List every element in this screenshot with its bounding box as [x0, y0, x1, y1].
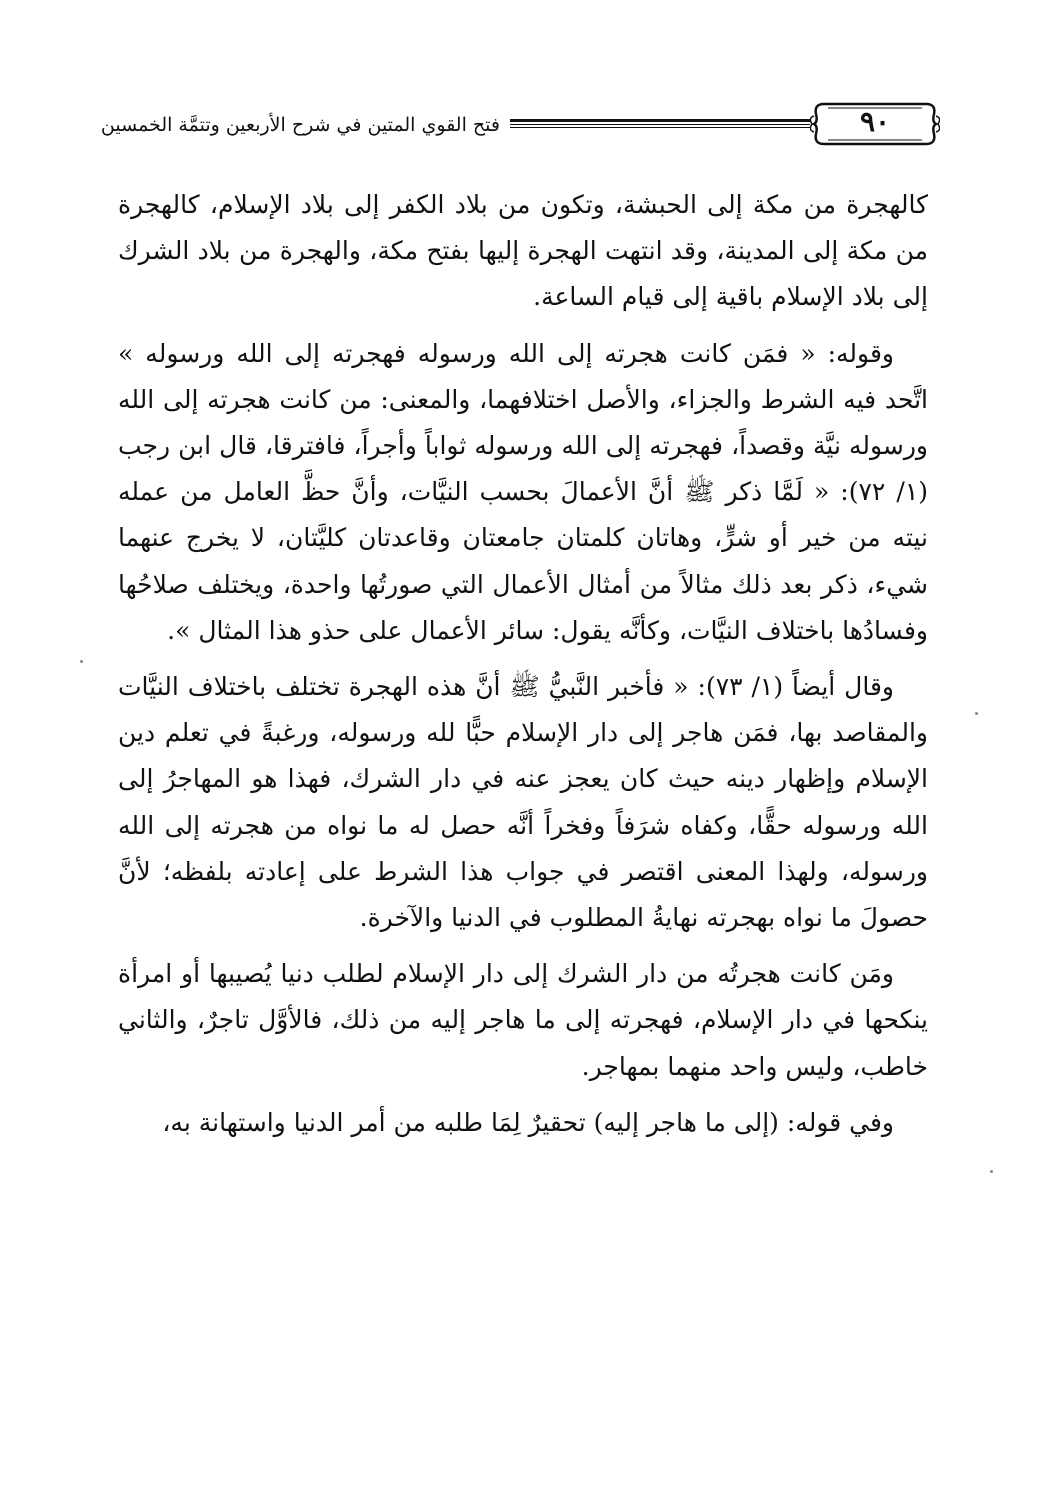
paragraph-1: كالهجرة من مكة إلى الحبشة، وتكون من بلاد الكفر إلى بلاد الإسلام، كالهجرة من مكة إلى المدينة، وقد انتهت الهجرة إليها بفتح مكة، والهجرة من بلاد الشرك إلى بلاد الإسلام باقية إلى قيام الساعة.	[118, 190, 928, 312]
book-title: فتح القوي المتين في شرح الأربعين وتتمَّة الخمسين	[100, 114, 500, 136]
scan-speck	[975, 712, 978, 715]
paragraph-5: وفي قوله: (إلى ما هاجر إليه) تحقيرٌ لِمَا طلبه من أمر الدنيا واستهانة به،	[162, 1107, 894, 1137]
paragraph-2: وقوله: « فمَن كانت هجرته إلى الله ورسوله فهجرته إلى الله ورسوله » اتَّحد فيه الشرط والجزاء، والأصل اختلافهما، والمعنى: من كانت هجرته إلى الله ورسوله نيَّة وقصداً، فهجرته إلى الله ورسوله ثواباً وأجراً، فافترقا، قال ابن رجب (١/ ٧٢): « لَمَّا ذكر ﷺ أنَّ الأعمالَ بحسب النيَّات، وأنَّ حظَّ العامل من عمله نيته من خير أو شرٍّ، وهاتان كلمتان جامعتان وقاعدتان كليَّتان، لا يخرج عنهما شيء، ذكر بعد ذلك مثالاً من أمثال الأعمال التي صورتُها واحدة، ويختلف صلاحُها وفسادُها باختلاف النيَّات، وكأنَّه يقول: سائر الأعمال على حذو هذا المثال ».	[118, 338, 929, 645]
running-header	[100, 96, 930, 158]
paragraph-3: وقال أيضاً (١/ ٧٣): « فأخبر النَّبيُّ ﷺ أنَّ هذه الهجرة تختلف باختلاف النيَّات والمقاصد بها، فمَن هاجر إلى دار الإسلام حبًّا لله ورسوله، ورغبةً في تعلم دين الإسلام وإظهار دينه حيث كان يعجز عنه في دار الشرك، فهذا هو المهاجرُ إلى الله ورسوله حقًّا، وكفاه شرَفاً وفخراً أنَّه حصل له ما نواه من هجرته إلى الله ورسوله، ولهذا المعنى اقتصر في جواب هذا الشرط على إعادته بلفظه؛ لأنَّ حصولَ ما نواه بهجرته نهايةُ المطلوب في الدنيا والآخرة.	[118, 672, 928, 933]
page-number-frame	[810, 96, 940, 152]
scan-speck	[990, 1170, 993, 1173]
header-rule	[510, 119, 810, 128]
paragraph-4: ومَن كانت هجرتُه من دار الشرك إلى دار الإسلام لطلب دنيا يُصيبها أو امرأة ينكحها في دار الإسلام، فهجرته إلى ما هاجر إليه من ذلك، فالأوَّل تاجرٌ، والثاني خاطب، وليس واحد منهما بمهاجر.	[118, 959, 928, 1081]
scan-speck	[80, 660, 83, 663]
body-text	[118, 182, 928, 1156]
page-number: ٩٠	[859, 105, 891, 138]
